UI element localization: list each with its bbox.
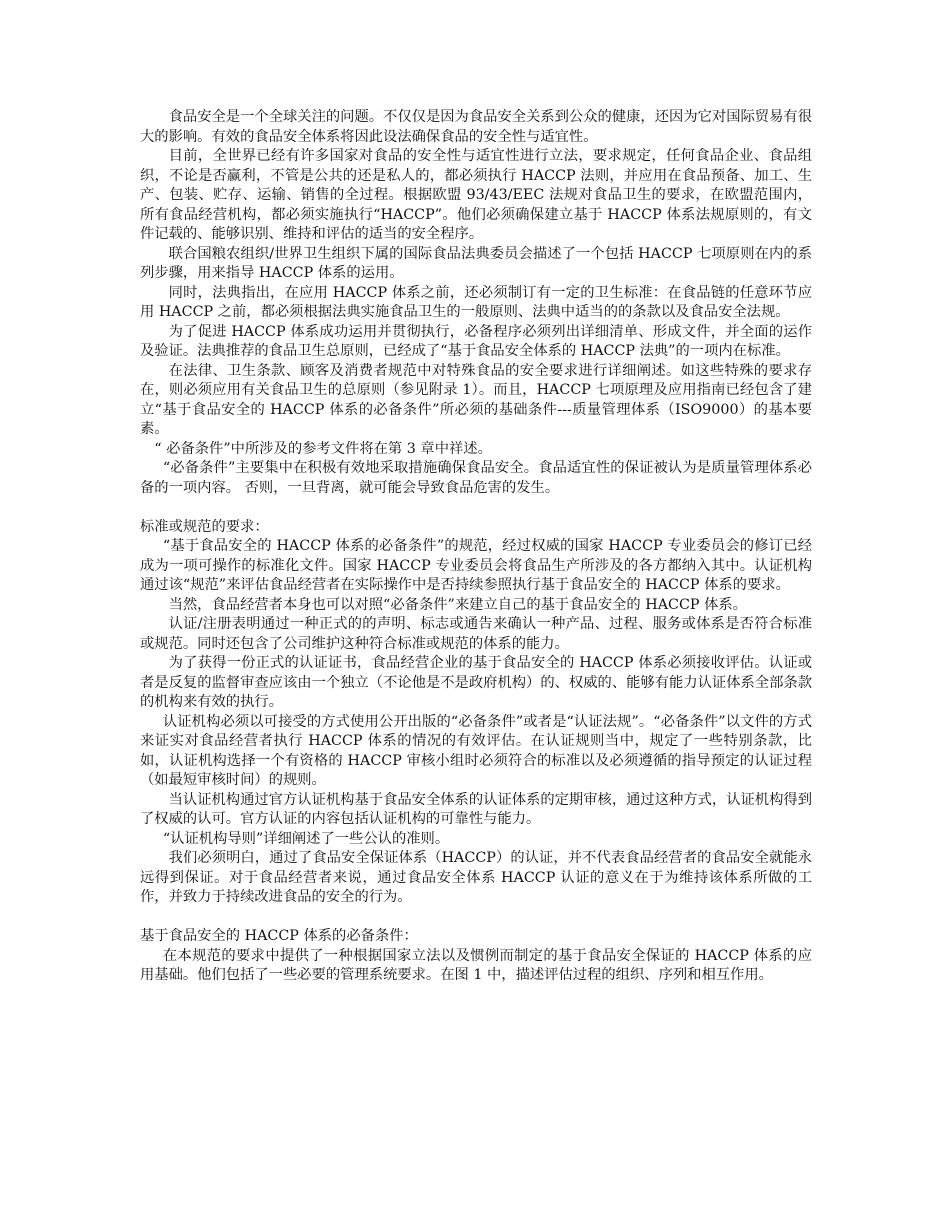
paragraph-self-assessment: 当然，食品经营者本身也可以对照“必备条件”来建立自己的基于食品安全的 HACCP 体系。: [168, 596, 747, 613]
paragraph-reference-docs: “ 必备条件”中所涉及的参考文件将在第 3 章中祥述。: [154, 440, 492, 457]
heading-prerequisites: 基于食品安全的 HACCP 体系的必备条件：: [140, 928, 418, 944]
document-page: [140, 108, 812, 986]
paragraph-hygiene-standard: 同时，法典指出，在应用 HACCP 体系之前，还必须制订有一定的卫生标准：在食品链的任意环节应用 HACCP 之前，都必须根据法典实施食品卫生的一般原则、法典中适当的的条款以及食品安全法规。: [140, 284, 812, 320]
paragraph-certification-definition: 认证/注册表明通过一种正式的的声明、标志或通告来确认一种产品、过程、服务或体系是否符合标准或规范。同时还包含了公司维护这种符合标准或规范的体系的能力。: [140, 616, 812, 652]
paragraph-continuous-improvement: 我们必须明白，通过了食品安全保证体系（HACCP）的认证，并不代表食品经营者的食品安全就能永远得到保证。对于食品经营者来说，通过食品安全体系 HACCP 认证的意义在于为维持该体系所做的工作，并致力于持续改进食品的安全的行为。: [140, 850, 812, 905]
paragraph-codex: 联合国粮农组织/世界卫生组织下属的国际食品法典委员会描述了一个包括 HACCP 七项原则在内的系列步骤，用来指导 HACCP 体系的运用。: [140, 245, 812, 281]
paragraph-specification: “基于食品安全的 HACCP 体系的必备条件”的规范，经过权威的国家 HACCP 专业委员会的修订已经成为一项可操作的标准化文件。国家 HACCP 专业委员会将食品生产所涉及的各方都纳入其中。认证机构通过该“规范”来评估食品经营者在实际操作中是否持续参照执行基于食品安全的 HACCP 体系的要求。: [140, 538, 812, 593]
paragraph-legislation: 目前，全世界已经有许多国家对食品的安全性与适宜性进行立法，要求规定，任何食品企业、食品组织，不论是否赢利，不管是公共的还是私人的，都必须执行 HACCP 法则，并应用在食品预备、加工、生产、包装、贮存、运输、销售的全过程。根据欧盟 93/43/EEC 法规对食品卫生的要求，在欧盟范围内，所有食品经营机构，都必须实施执行“HACCP”。他们必须确保建立基于 HACCP 体系法规原则的，有文件记载的、能够识别、维持和评估的适当的安全程序。: [140, 148, 812, 242]
paragraph-certificate-evaluation: 为了获得一份正式的认证证书，食品经营企业的基于食品安全的 HACCP 体系必须接收评估。认证或者是反复的监督审查应该由一个独立（不论他是不是政府机构）的、权威的、能够有能力认证体系全部条款的机构来有效的执行。: [140, 655, 812, 710]
paragraph-prerequisite-focus: “必备条件”主要集中在积极有效地采取措施确保食品安全。食品适宜性的保证被认为是质量管理体系必备的一项内容。 否则，一旦背离，就可能会导致食品危害的发生。: [140, 460, 812, 496]
paragraph-prerequisite-procedures: 为了促进 HACCP 体系成功运用并贯彻执行，必备程序必须列出详细清单、形成文件，并全面的运作及验证。法典推荐的食品卫生总原则，已经成了“基于食品安全体系的 HACCP 法典”的一项内在标准。: [140, 323, 812, 359]
heading-standard-requirements: 标准或规范的要求：: [140, 518, 269, 535]
paragraph-certification-guideline: “认证机构导则”详细阐述了一些公认的准则。: [162, 830, 450, 847]
paragraph-certification-rules: 认证机构必须以可接受的方式使用公开出版的“必备条件”或者是“认证法规”。“必备条件”以文件的方式来证实对食品经营者执行 HACCP 体系的情况的有效评估。在认证规则当中，规定了一些特别条款，比如，认证机构选择一个有资格的 HACCP 审核小组时必须符合的标准以及必须遵循的指导预定的认证过程（如最短审核时间）的规则。: [140, 713, 812, 788]
paragraph-basis: 在本规范的要求中提供了一种根据国家立法以及惯例而制定的基于食品安全保证的 HACCP 体系的应用基础。他们包括了一些必要的管理系统要求。在图 1 中，描述评估过程的组织、序列和相互作用。: [140, 947, 812, 983]
paragraph-intro: 食品安全是一个全球关注的问题。不仅仅是因为食品安全关系到公众的健康，还因为它对国际贸易有很大的影响。有效的食品安全体系将因此设法确保食品的安全性与适宜性。: [140, 109, 812, 145]
paragraph-special-requirements: 在法律、卫生条款、顾客及消费者规范中对特殊食品的安全要求进行详细阐述。如这些特殊的要求存在，则必须应用有关食品卫生的总原则（参见附录 1）。而且，HACCP 七项原理及应用指南已经包含了建立“基于食品安全的 HACCP 体系的必备条件”所必须的基础条件---质量管理体系（ISO9000）的基本要素。: [140, 362, 812, 437]
paragraph-accreditation: 当认证机构通过官方认证机构基于食品安全体系的认证体系的定期审核，通过这种方式，认证机构得到了权威的认可。官方认证的内容包括认证机构的可靠性与能力。: [140, 791, 812, 827]
